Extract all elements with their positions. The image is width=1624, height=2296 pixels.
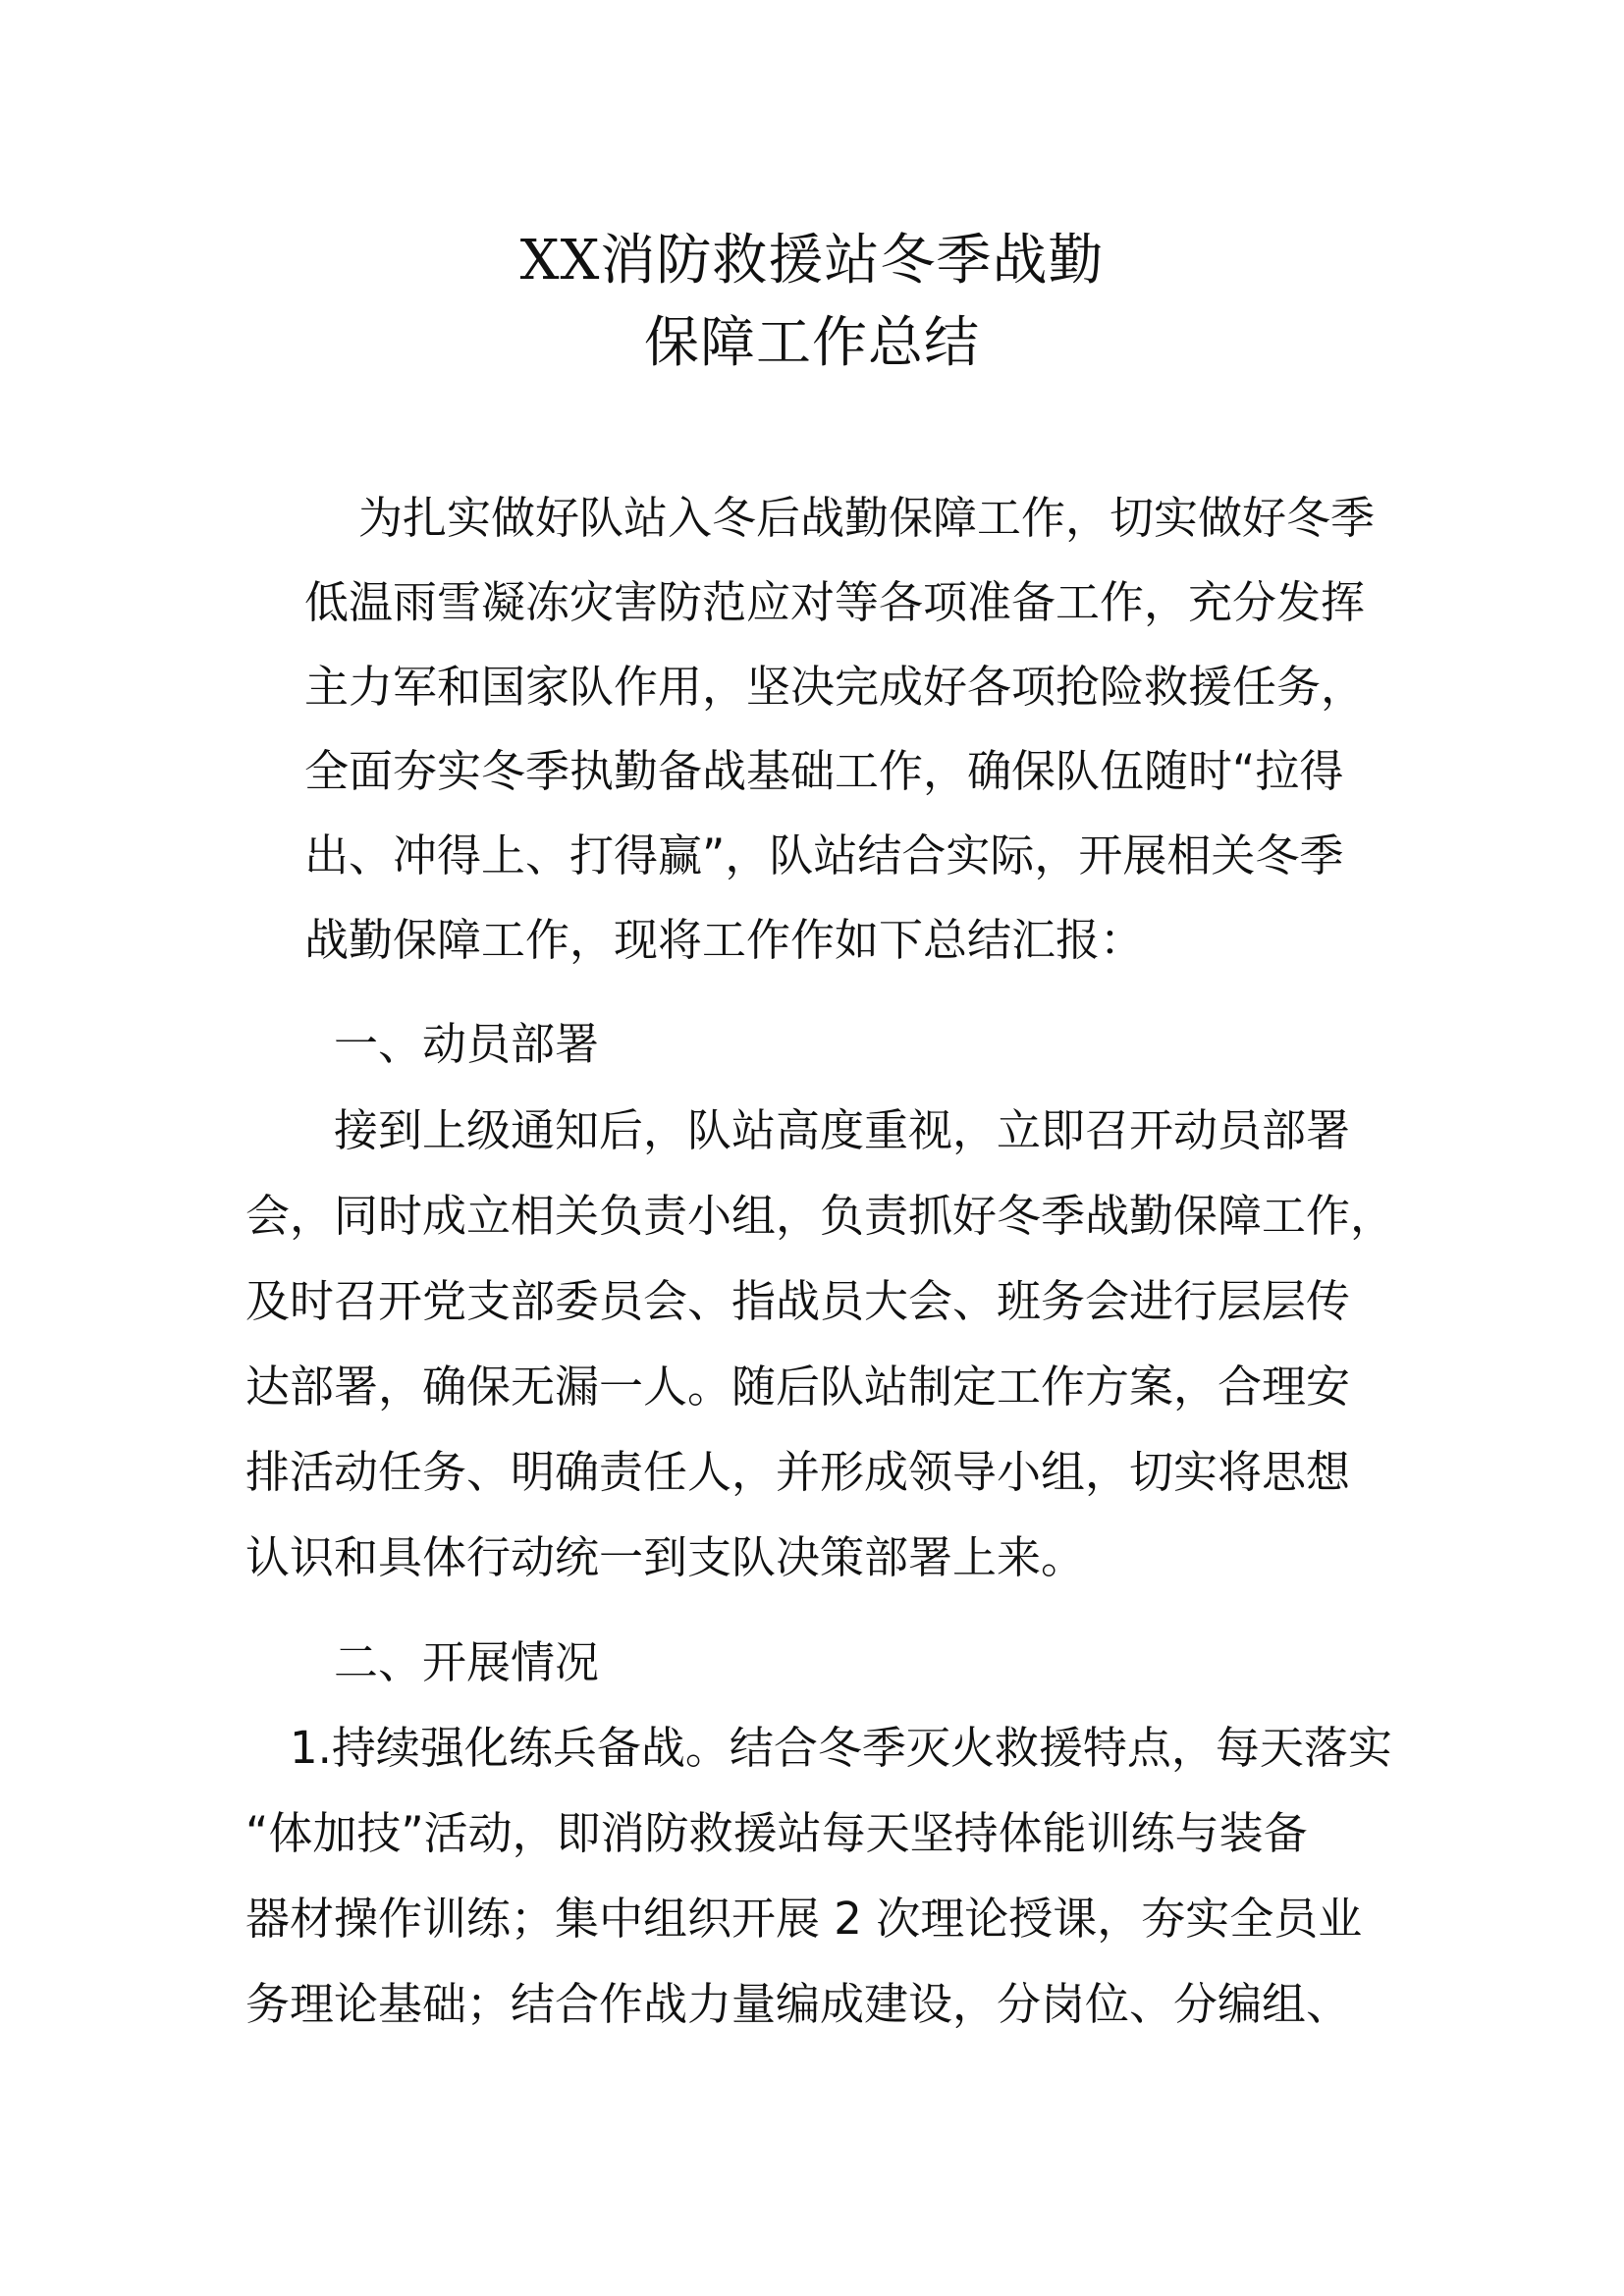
intro-line: 出、冲得上、打得赢”，队站结合实际，开展相关冬季 — [304, 829, 1344, 881]
section-2-line: 务理论基础；结合作战力量编成建设，分岗位、分编组、 — [245, 1978, 1351, 2030]
section-1-line: 排活动任务、明确责任人，并形成领导小组，切实将思想 — [245, 1446, 1351, 1498]
intro-line: 为扎实做好队站入冬后战勤保障工作，切实做好冬季 — [358, 492, 1376, 544]
document-title-line-2: 保障工作总结 — [644, 311, 980, 375]
intro-line: 全面夯实冬季执勤备战基础工作，确保队伍随时“拉得 — [304, 745, 1344, 797]
intro-line: 主力军和国家队作用，坚决完成好各项抢险救援任务， — [304, 661, 1366, 713]
section-1-heading: 一、动员部署 — [334, 1018, 600, 1070]
section-2-line: 器材操作训练；集中组织开展 2 次理论授课，夯实全员业 — [245, 1893, 1363, 1945]
section-2-heading: 二、开展情况 — [334, 1636, 600, 1688]
section-1-line: 达部署，确保无漏一人。随后队站制定工作方案，合理安 — [245, 1361, 1351, 1413]
document-title-line-1 — [0, 224, 1624, 298]
section-2-line: “体加技”活动，即消防救援站每天坚持体能训练与装备 — [245, 1807, 1308, 1859]
title-prefix: XX — [519, 229, 601, 293]
section-1-line: 认识和具体行动统一到支队决策部署上来。 — [245, 1531, 1086, 1583]
intro-line: 战勤保障工作，现将工作作如下总结汇报： — [304, 914, 1145, 966]
section-2-line: 1.持续强化练兵备战。结合冬季灭火救援特点，每天落实 — [290, 1722, 1392, 1774]
section-1-line: 接到上级通知后，队站高度重视，立即召开动员部署 — [334, 1104, 1351, 1156]
section-1-line: 及时召开党支部委员会、指战员大会、班务会进行层层传 — [245, 1275, 1351, 1327]
intro-line: 低温雨雪凝冻灾害防范应对等各项准备工作，充分发挥 — [304, 576, 1366, 628]
title-line-1-text: 消防救援站冬季战勤 — [600, 229, 1105, 293]
section-1-line: 会，同时成立相关负责小组，负责抓好冬季战勤保障工作， — [245, 1190, 1395, 1242]
